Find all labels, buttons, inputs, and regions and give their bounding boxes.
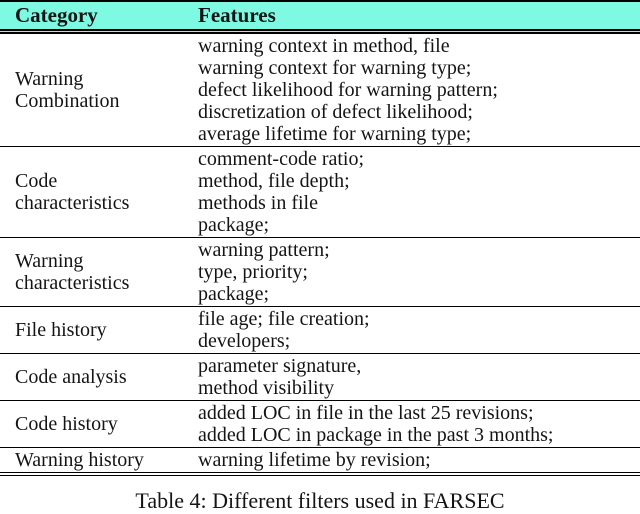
table-row [0, 34, 640, 146]
table-row [0, 353, 640, 400]
table-body [0, 34, 640, 472]
category-line: File history [15, 319, 107, 341]
feature-line: package; [198, 214, 270, 236]
feature-line: added LOC in package in the past 3 months; [198, 424, 554, 446]
category-line: Warning [15, 68, 84, 90]
category-line: Combination [15, 90, 120, 112]
features-cell [198, 35, 640, 145]
feature-line: warning lifetime by revision; [198, 449, 431, 471]
table-caption: Table 4: Different filters used in FARSEC [135, 488, 505, 513]
table-row [0, 237, 640, 306]
features-cell [198, 239, 640, 305]
feature-line: file age; file creation; [198, 308, 370, 330]
category-cell [0, 250, 198, 294]
category-line: Code [15, 170, 58, 192]
category-line: Code analysis [15, 366, 127, 388]
feature-line: parameter signature, [198, 355, 362, 377]
table-row [0, 447, 640, 472]
feature-line: discretization of defect likelihood; [198, 101, 473, 123]
table-row [0, 400, 640, 447]
feature-line: defect likelihood for warning pattern; [198, 79, 498, 101]
category-cell [0, 68, 198, 112]
category-cell [0, 366, 198, 388]
feature-line: methods in file [198, 192, 318, 214]
feature-line: warning pattern; [198, 239, 330, 261]
feature-line: average lifetime for warning type; [198, 123, 472, 145]
table-row [0, 146, 640, 237]
features-cell [198, 449, 640, 471]
features-cell [198, 355, 640, 399]
features-cell [198, 148, 640, 236]
table-row [0, 306, 640, 353]
features-cell [198, 308, 640, 352]
column-header-features: Features [198, 3, 276, 27]
category-line: Warning history [15, 449, 144, 471]
feature-line: warning context in method, file [198, 35, 450, 57]
category-line: Code history [15, 413, 118, 435]
feature-line: method visibility [198, 377, 335, 399]
feature-line: added LOC in file in the last 25 revisions; [198, 402, 534, 424]
table-header-row [0, 2, 640, 34]
feature-line: type, priority; [198, 261, 308, 283]
category-cell [0, 170, 198, 214]
category-cell [0, 413, 198, 435]
feature-line: method, file depth; [198, 170, 350, 192]
features-cell [198, 402, 640, 446]
feature-line: comment-code ratio; [198, 148, 365, 170]
category-line: characteristics [15, 192, 130, 214]
feature-line: developers; [198, 330, 291, 352]
feature-line: package; [198, 283, 270, 305]
feature-line: warning context for warning type; [198, 57, 472, 79]
category-cell [0, 449, 198, 471]
category-line: Warning [15, 250, 84, 272]
column-header-category: Category [15, 3, 98, 27]
category-line: characteristics [15, 272, 130, 294]
category-cell [0, 319, 198, 341]
